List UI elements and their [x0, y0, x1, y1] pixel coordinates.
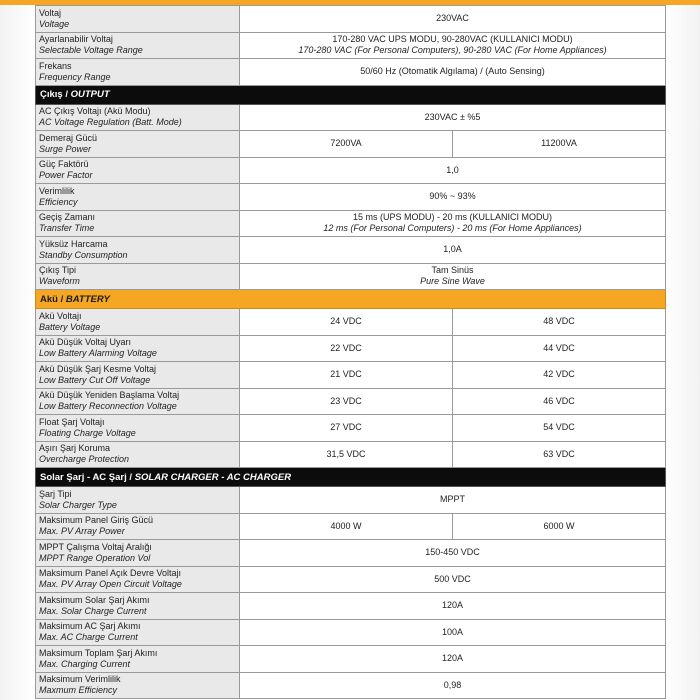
table-row	[36, 263, 666, 290]
table-row	[36, 415, 666, 442]
table-row	[36, 157, 666, 184]
row-value-48v: 6000 W	[453, 513, 666, 540]
table-row	[36, 309, 666, 336]
row-label: Çıkış Tipi Waveform	[36, 263, 240, 290]
row-value: 120A	[240, 593, 666, 620]
table-row	[36, 104, 666, 131]
table-row	[36, 131, 666, 158]
row-label: Akü Voltajı Battery Voltage	[36, 309, 240, 336]
row-label: Demeraj Gücü Surge Power	[36, 131, 240, 158]
row-value: 230VAC ± %5	[240, 104, 666, 131]
row-value: 15 ms (UPS MODU) - 20 ms (KULLANICI MODU) 12 ms (For Personal Computers) - 20 ms (For Home Appliances)	[240, 210, 666, 237]
row-value: 90% ~ 93%	[240, 184, 666, 211]
table-row	[36, 184, 666, 211]
row-value-24v: 24 VDC	[240, 309, 453, 336]
row-value-24v: 4000 W	[240, 513, 453, 540]
row-value-48v: 54 VDC	[453, 415, 666, 442]
row-value: 100A	[240, 619, 666, 646]
table-row	[36, 59, 666, 86]
row-value-48v: 48 VDC	[453, 309, 666, 336]
table-row	[36, 335, 666, 362]
row-label: Maksimum Toplam Şarj Akımı Max. Charging Current	[36, 646, 240, 673]
section-header-battery: Akü / BATTERY	[36, 290, 666, 309]
row-value: 500 VDC	[240, 566, 666, 593]
row-value-48v: 44 VDC	[453, 335, 666, 362]
row-value: Tam Sinüs Pure Sine Wave	[240, 263, 666, 290]
row-label: Maksimum Verimlilik Maxmum Efficiency	[36, 672, 240, 699]
row-label: Akü Düşük Voltaj Uyarı Low Battery Alarming Voltage	[36, 335, 240, 362]
table-row	[36, 646, 666, 673]
row-value: 0,98	[240, 672, 666, 699]
table-row	[36, 441, 666, 468]
table-row	[36, 210, 666, 237]
row-value-24v: 23 VDC	[240, 388, 453, 415]
row-value-24v: 22 VDC	[240, 335, 453, 362]
row-value: 230VAC	[240, 6, 666, 33]
row-label: Ayarlanabilir Voltaj Selectable Voltage Range	[36, 32, 240, 59]
row-value-24v: 27 VDC	[240, 415, 453, 442]
table-row	[36, 32, 666, 59]
right-margin	[665, 0, 700, 700]
row-value-48v: 46 VDC	[453, 388, 666, 415]
row-label: Yüksüz Harcama Standby Consumption	[36, 237, 240, 264]
row-value-24v: 7200VA	[240, 131, 453, 158]
row-label: Şarj Tipi Solar Charger Type	[36, 487, 240, 514]
row-label: Akü Düşük Yeniden Başlama Voltaj Low Battery Reconnection Voltage	[36, 388, 240, 415]
table-row	[36, 672, 666, 699]
table-row	[36, 593, 666, 620]
row-label: AC Çıkış Voltajı (Akü Modu) AC Voltage Regulation (Batt. Mode)	[36, 104, 240, 131]
row-value: 150-450 VDC	[240, 540, 666, 567]
left-margin	[0, 0, 35, 700]
section-header-solar: Solar Şarj - AC Şarj / SOLAR CHARGER - AC CHARGER	[36, 468, 666, 487]
row-label: Akü Düşük Şarj Kesme Voltaj Low Battery Cut Off Voltage	[36, 362, 240, 389]
row-label: Maksimum Panel Açık Devre Voltajı Max. PV Array Open Circuit Voltage	[36, 566, 240, 593]
row-label: Geçiş Zamanı Transfer Time	[36, 210, 240, 237]
row-value: MPPT	[240, 487, 666, 514]
row-label: MPPT Çalışma Voltaj Aralığı MPPT Range Operation Vol	[36, 540, 240, 567]
row-label: Frekans Frequency Range	[36, 59, 240, 86]
row-value-24v: 31,5 VDC	[240, 441, 453, 468]
row-label: Maksimum Panel Giriş Gücü Max. PV Array Power	[36, 513, 240, 540]
row-value-24v: 21 VDC	[240, 362, 453, 389]
table-row	[36, 487, 666, 514]
row-value-48v: 42 VDC	[453, 362, 666, 389]
row-label: Maksimum Solar Şarj Akımı Max. Solar Charge Current	[36, 593, 240, 620]
row-label: Verimlilik Efficiency	[36, 184, 240, 211]
row-value-48v: 11200VA	[453, 131, 666, 158]
table-row	[36, 513, 666, 540]
section-header-output: Çıkış / OUTPUT	[36, 85, 666, 104]
row-label: Voltaj Voltage	[36, 6, 240, 33]
table-row	[36, 619, 666, 646]
row-label: Aşırı Şarj Koruma Overcharge Protection	[36, 441, 240, 468]
row-label: Maksimum AC Şarj Akımı Max. AC Charge Current	[36, 619, 240, 646]
row-value: 1,0A	[240, 237, 666, 264]
row-label: Güç Faktörü Power Factor	[36, 157, 240, 184]
row-value: 1,0	[240, 157, 666, 184]
table-row	[36, 540, 666, 567]
row-value: 50/60 Hz (Otomatik Algılama) / (Auto Sensing)	[240, 59, 666, 86]
row-value: 120A	[240, 646, 666, 673]
row-value-48v: 63 VDC	[453, 441, 666, 468]
spec-table	[35, 5, 666, 699]
table-row	[36, 237, 666, 264]
table-row	[36, 566, 666, 593]
row-label: Float Şarj Voltajı Floating Charge Voltage	[36, 415, 240, 442]
table-row	[36, 362, 666, 389]
row-value: 170-280 VAC UPS MODU, 90-280VAC (KULLANICI MODU) 170-280 VAC (For Personal Computers), 90-280 VAC (For Home Appliances)	[240, 32, 666, 59]
table-row	[36, 6, 666, 33]
table-row	[36, 388, 666, 415]
